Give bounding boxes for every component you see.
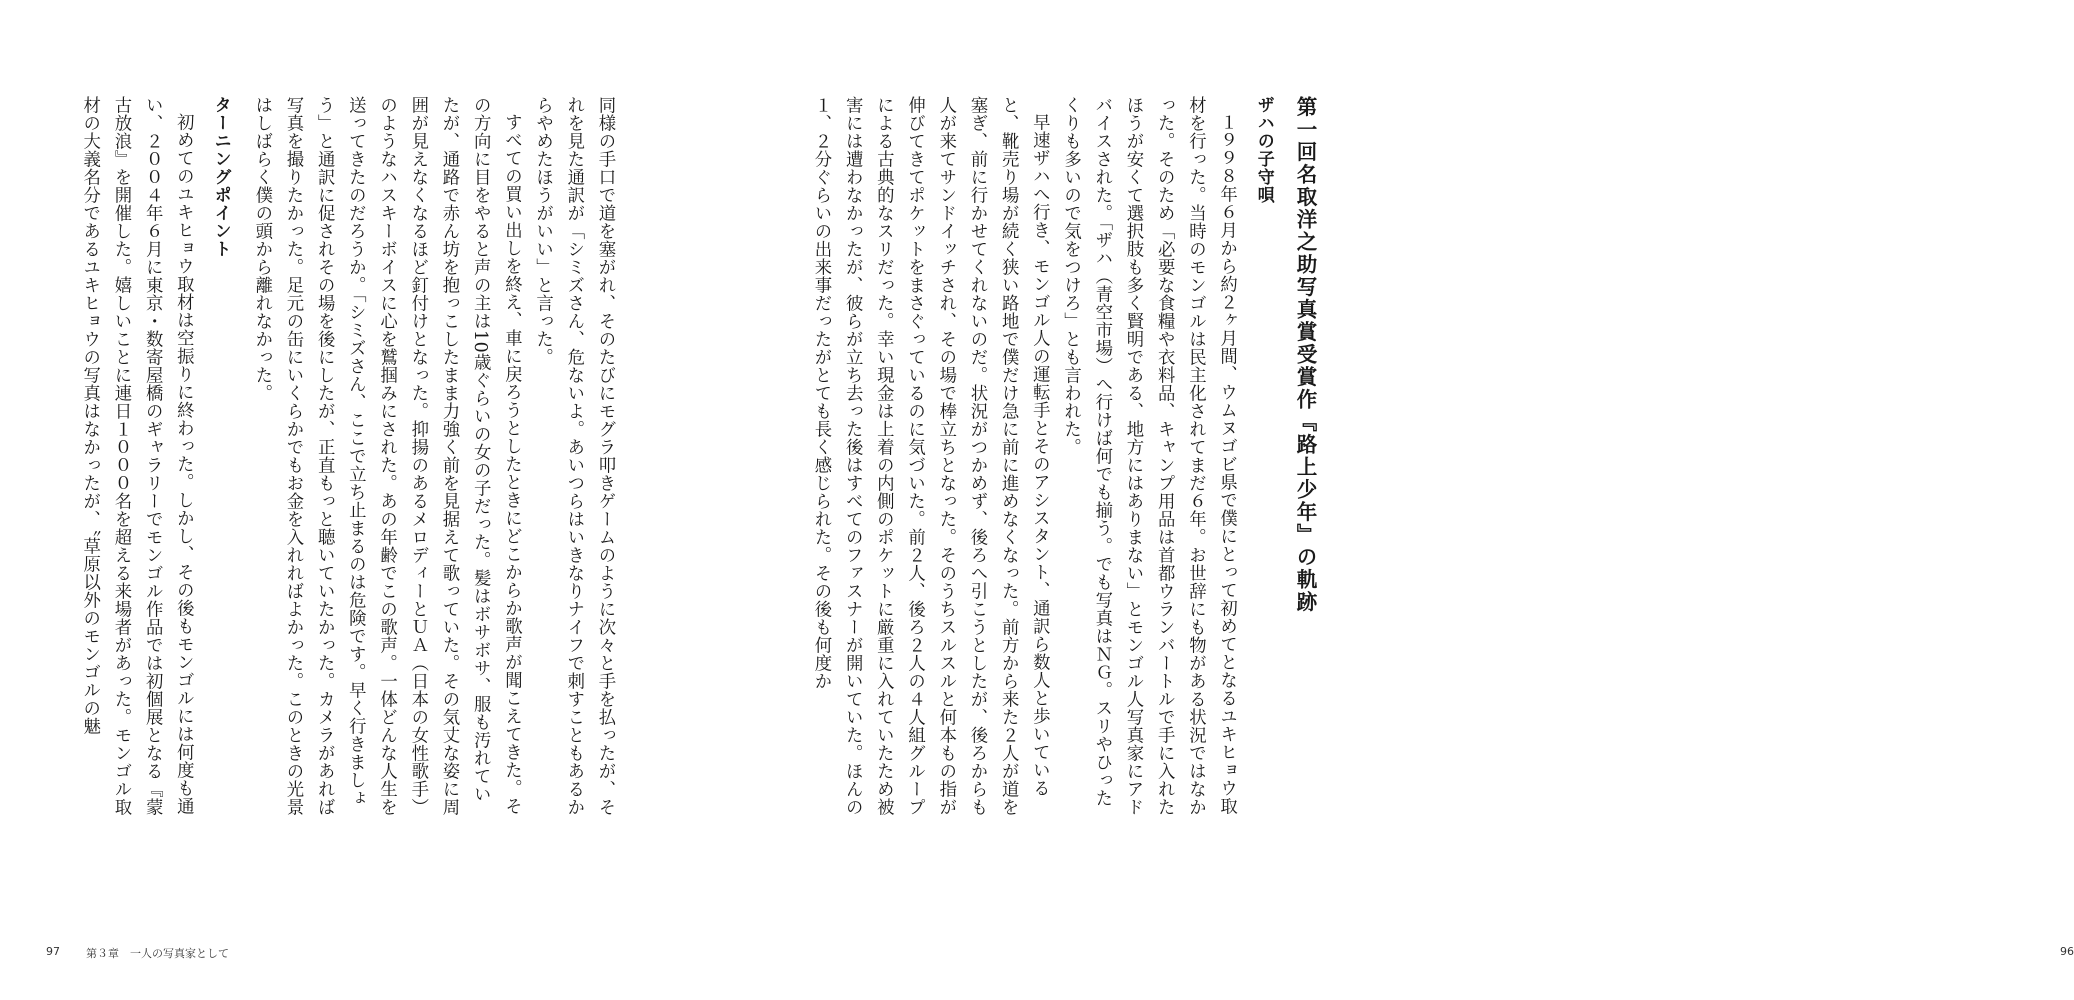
paragraph: 早速ザハへ行き、モンゴル人の運転手とそのアシスタント、通訳ら数人と歩いていると、靴売り場が続く狭い路地で僕だけ急に前に進めなくなった。前方から来た２人が道を塞ぎ、前に行かせてくれないのだ。状況がつかめず、後ろへ引こうとしたが、後ろからも人が来てサンドイッチされ、その場で棒立ちとなった。そのうちスルスルと何本もの指が伸びてきてポケットをまさぐっているのに気づいた。前２人、後ろ２人の４人組グループによる古典的なスリだった。幸い現金は上着の内側のポケットに厳重に入れていたため被害には遭わなかったが、彼らが立ち去った後はすべてのファスナーが開いていた。ほんの１、２分ぐらいの出来事だったがとても長く感じられた。その後も何度か	[810, 96, 1050, 816]
paragraph: １９９８年６月から約２ヶ月間、ウムヌゴビ県で僕にとって初めてとなるユキヒョウ取材を行った。当時のモンゴルは民主化されてまだ６年。お世辞にも物がある状況ではなかった。そのため「必要な食糧や衣料品、キャンプ用品は首都ウランバートルで手に入れたほうが安くて選択肢も多く賢明である、地方にはありまない」とモンゴル人写真家にアドバイスされた。「ザハ（青空市場）へ行けば何でも揃う。でも写真はＮＧ。スリやひったくりも多いので気をつけろ」とも言われた。	[1060, 96, 1237, 816]
right-page	[708, 0, 2074, 1000]
page-number-right: 96	[2060, 945, 2074, 958]
left-page-text-block	[80, 96, 620, 816]
running-head: 第３章 一人の写真家として	[86, 947, 229, 960]
section-heading-turning-point: ターニングポイント	[210, 96, 231, 258]
page-number-left: 97	[46, 945, 60, 958]
paragraph: 同様の手口で道を塞がれ、そのたびにモグラ叩きゲームのように次々と手を払ったが、それを見た通訳が「シミズさん、危ないよ。あいつらはいきなりナイフで刺すこともあるからやめたほうがいい」と言った。	[532, 96, 615, 816]
chapter-title: 第一回名取洋之助写真賞受賞作『路上少年』の軌跡	[1293, 96, 1317, 614]
section-heading-zaha: ザハの子守唄	[1253, 96, 1274, 204]
right-page-text-block	[806, 96, 1326, 816]
paragraph: すべての買い出しを終え、車に戻ろうとしたときにどこからか歌声が聞こえてきた。その方向に目をやると声の主は10歳ぐらいの女の子だった。髪はボサボサ、服も汚れていたが、通路で赤ん坊を抱っこしたまま力強く前を見据えて歌っていた。その気丈な姿に周囲が見えなくなるほど釘付けとなった。抑揚のあるメロディーとＵＡ（日本の女性歌手）のようなハスキーボイスに心を鷲掴みにされた。あの年齢でこの歌声。一体どんな人生を送ってきたのだろうか。「シミズさん、ここで立ち止まるのは危険です。早く行きましょう」と通訳に促されその場を後にしたが、正直もっと聴いていたかった。カメラがあれば写真を撮りたかった。足元の缶にいくらかでもお金を入れればよかった。このときの光景はしばらく僕の頭から離れなかった。	[251, 96, 522, 816]
paragraph: 初めてのユキヒョウ取材は空振りに終わった。しかし、その後もモンゴルには何度も通い、２００４年６月に東京・数寄屋橋のギャラリーでモンゴル作品では初個展となる『蒙古放浪』を開催した。嬉しいことに連日１０００名を超える来場者があった。モンゴル取材の大義名分であるユキヒョウの写真はなかったが、〝草原以外のモンゴルの魅	[79, 96, 194, 816]
left-page	[0, 0, 707, 1000]
